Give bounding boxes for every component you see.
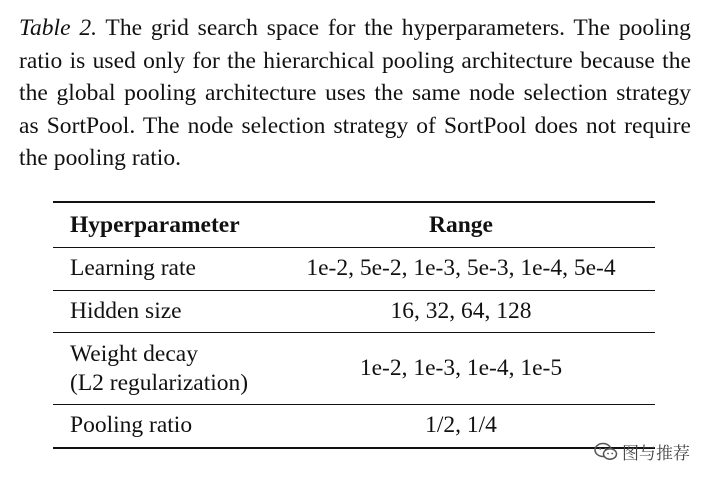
caption-text: The grid search space for the hyperparameters. The pooling ratio is used only for the hierarchical pooling architecture because the the global pooling architecture uses the same node selection strategy as SortPool. The node selection strategy of SortPool does not require the pooling ratio. [19, 15, 691, 172]
table-caption [19, 12, 691, 175]
watermark [594, 439, 690, 464]
table-row [53, 290, 655, 333]
range-cell: 1/2, 1/4 [425, 412, 497, 439]
param-cell: Hidden size [70, 297, 182, 324]
param-cell [53, 340, 267, 398]
table-row [53, 332, 655, 404]
range-cell: 1e-2, 5e-2, 1e-3, 5e-3, 1e-4, 5e-4 [306, 255, 616, 282]
table-header-row [53, 203, 655, 247]
header-hyperparameter: Hyperparameter [70, 211, 240, 238]
param-cell: Pooling ratio [70, 412, 193, 439]
range-cell: 16, 32, 64, 128 [390, 297, 532, 324]
table-row [53, 404, 655, 447]
range-cell: 1e-2, 1e-3, 1e-4, 1e-5 [359, 355, 563, 381]
param-line: (L2 regularization) [70, 369, 249, 396]
param-line: Weight decay [70, 340, 198, 367]
watermark-text: 图与推荐 [622, 444, 690, 464]
hyperparameter-table [53, 201, 655, 449]
table-row [53, 247, 655, 290]
wechat-icon [594, 442, 618, 462]
param-cell: Learning rate [70, 255, 196, 282]
header-range: Range [429, 211, 493, 238]
caption-label: Table 2. [19, 15, 98, 41]
